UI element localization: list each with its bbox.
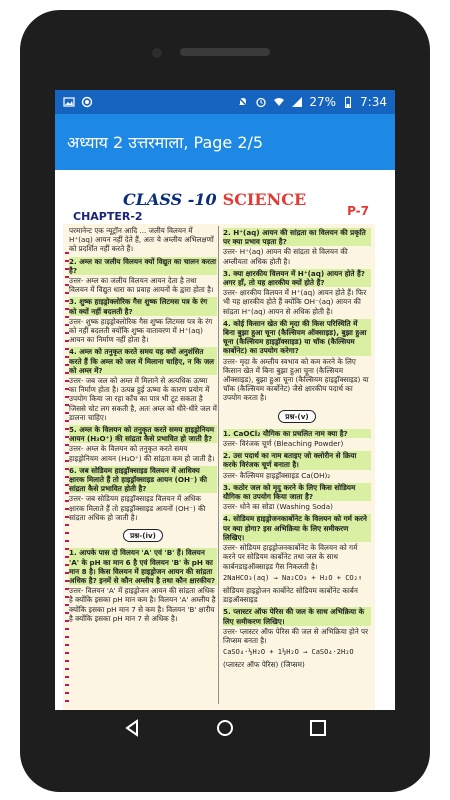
- equation-text: CaSO₄·½H₂O + 1½H₂O → CaSO₄·2H₂O: [223, 648, 354, 657]
- science-label: SCIENCE: [222, 190, 307, 209]
- right-column: [223, 226, 371, 704]
- mute-icon: [237, 96, 249, 108]
- class-title: CLASS -10 SCIENCE: [123, 190, 307, 209]
- circle-icon: [81, 96, 93, 108]
- answer-text: उत्तर- प्लास्टर ऑफ पेरिस की जल से अभिक्रिया होने पर जिप्सम बनता है।: [223, 626, 369, 645]
- chapter-label: CHAPTER-2: [73, 210, 143, 223]
- question-text: 1. आपके पास दो विलयन 'A' एवं 'B' हैं। विलयन 'A' के pH का मान 6 है एवं विलयन 'B' के pH का मान 8 है। किस विलयन में हाइड्रोजन आयन की सांद्रता अधिक है? इनमें से कौन अम्लीय है तथा कौन क्षारकीय?: [69, 548, 216, 585]
- answer-text: उत्तर- विरंजक चूर्ण (Bleaching Powder): [223, 439, 344, 449]
- question-text: 3. कठोर जल को मृदु करने के लिए किस सोडियम यौगिक का उपयोग किया जाता है?: [223, 483, 371, 501]
- screen: [55, 90, 395, 710]
- status-bar: [55, 90, 395, 114]
- page-header: [63, 182, 375, 224]
- front-camera: [152, 48, 162, 58]
- image-icon: [63, 96, 75, 108]
- back-icon[interactable]: [121, 717, 143, 739]
- page-tag: P-7: [347, 204, 369, 218]
- equation-text: 2NaHCO₃(aq) → Na₂CO₃ + H₂O + CO₂↑: [223, 573, 363, 582]
- home-icon[interactable]: [214, 717, 236, 739]
- alarm-icon: [255, 96, 267, 108]
- answer-text: उत्तर- जब सोडियम हाइड्रॉक्साइड विलयन में अधिक क्षारक मिलाते हैं तो हाइड्रॉक्साइड आयनों (OH⁻) की सांद्रता अधिक हो जाती है।: [69, 494, 206, 522]
- section-heading-wrap: [69, 525, 217, 546]
- answer-text: उत्तर- विलयन 'A' में हाइड्रोजन आयन की सांद्रता अधिक है क्योंकि इसका pH मान कम है। विलयन 'A' अम्लीय है क्योंकि इसका pH मान 7 से कम है। विलयन 'B' क्षारीय है क्योंकि इसका pH मान 7 से अधिक है।: [69, 586, 216, 623]
- answer-text: उत्तर- शुष्क हाइड्रोक्लोरिक गैस शुष्क लिटमस पत्र के रंग को नहीं बदलती क्योंकि शुष्क वातावरण में H⁺(aq) आयन का निर्माण नहीं होता है।: [69, 316, 213, 345]
- app-bar: [55, 114, 395, 170]
- answer-text: उत्तर- सोडियम हाइड्रोजनकार्बोनेट के विलयन को गर्म करने पर सोडियम कार्बोनेट तथा जल के साथ कार्बनडाइऑक्साइड गैस निकलती है।: [223, 543, 358, 571]
- question-text: 4. अम्ल को तनुकृत करते समय यह क्यों अनुशंसित करते हैं कि अम्ल को जल में मिलाना चाहिए, न कि जल को अम्ल में?: [69, 347, 217, 375]
- answer-text: उत्तर- क्षारकीय विलयन में H⁺(aq) आयन होते हैं। फिर भी यह क्षारकीय होते हैं क्योंकि OH⁻(aq) आयन की सांद्रता H⁺(aq) आयन से अधिक होती है।: [223, 288, 367, 316]
- answer-text: सोडियम हाइड्रोजन कार्बोनेट सोडियम कार्बोनेट कार्बन डाइऑक्साइड: [223, 585, 358, 605]
- question-text: 6. जब सोडियम हाइड्रॉक्साइड विलयन में आधिक्य क्षारक मिलाते हैं तो हाइड्रॉक्साइड आयन (OH⁻) की सांद्रता कैसे प्रभावित होती है?: [69, 466, 217, 494]
- question-text: 5. अम्ल के विलयन को तनुकृत करते समय हाइड्रोनियम आयन (H₃O⁺) की सांद्रता कैसे प्रभावित हो जाती है?: [69, 425, 217, 443]
- answer-text: उत्तर- H⁺(aq) आयन की सांद्रता से विलयन की अम्लीयता अधिक होती है।: [223, 247, 348, 266]
- wifi-icon: [273, 96, 285, 108]
- question-text: 2. उस पदार्थ का नाम बताइए जो क्लोरीन से क्रिया करके विरंजक चूर्ण बनाता है।: [223, 451, 371, 469]
- answer-text: उत्तर- कैल्सियम हाइड्रॉक्साइड Ca(OH)₂: [223, 470, 331, 480]
- answer-text: उत्तर- धोने का सोडा (Washing Soda): [223, 502, 333, 512]
- question-text: 2. अम्ल का जलीय विलयन क्यों विद्युत का चालन करता है?: [69, 256, 216, 275]
- question-text: 4. सोडियम हाइड्रोजनकार्बोनेट के विलयन को गर्म करने पर क्या होगा? इस अभिक्रिया के लिए समीकरण लिखिए।: [223, 514, 371, 542]
- answer-text: उत्तर- अम्ल का जलीय विलयन आयन देता है तथा विलयन में विद्युत धारा का प्रवाह आयनों के द्वारा होता है।: [69, 276, 214, 295]
- signal-icon: [291, 96, 303, 108]
- clock: 7:34: [360, 95, 387, 109]
- question-text: 3. शुष्क हाइड्रोक्लोरिक गैस शुष्क लिटमस पत्र के रंग को क्यों नहीं बदलती है?: [69, 297, 217, 315]
- battery-icon: [342, 96, 354, 108]
- answer-text: उत्तर- अम्ल के विलयन को तनुकृत करते समय हाइड्रोनियम आयन (H₃O⁺) की सांद्रता कम हो जाती है।: [69, 444, 215, 463]
- section-heading: प्रश्न-(iv): [123, 529, 163, 542]
- navigation-bar: [55, 710, 395, 746]
- column-divider: [218, 226, 219, 704]
- question-text: 5. प्लास्टर ऑफ पेरिस की जल के साथ अभिक्रिया के लिए समीकरण लिखिए।: [223, 607, 371, 625]
- question-text: 3. क्या क्षारकीय विलयन में H⁺(aq) आयन होते हैं? अगर हाँ, तो यह क्षारकीय क्यों होते हैं?: [223, 269, 371, 287]
- battery-percent: 27%: [309, 95, 337, 109]
- earpiece-speaker: [180, 48, 270, 56]
- answer-text: उत्तर- जब जल को अम्ल में मिलाने से अत्यधिक ऊष्मा का निर्माण होता है। उत्पन्न हुई ऊष्मा के कारण प्रयोग में उपयोग किया जा रहा काँच का पात्र भी टूट सकता है जिससे चोट लग सकती है, अतः अम्ल को धीरे-धीरे जल में डालना चाहिए।: [69, 376, 217, 422]
- answer-text: (प्लास्टर ऑफ पेरिस) (जिप्सम): [223, 660, 305, 670]
- question-text: 2. H⁺(aq) आयन की सांद्रता का विलयन की प्रकृति पर क्या प्रभाव पड़ता है?: [223, 228, 371, 246]
- section-heading-wrap: [223, 406, 371, 427]
- page-title: अध्याय 2 उत्तरमाला, Page 2/5: [67, 133, 264, 152]
- question-text: 4. कोई किसान खेत की मृदा की किस परिस्थिति में बिना बुझा हुआ चूना (कैल्सियम ऑक्साइड), बुझा हुआ चूना (कैल्सियम हाइड्रॉक्साइड) या चॉक (कैल्सियम कार्बोनेट) का उपयोग करेगा?: [223, 319, 371, 356]
- answer-text: परमानेन्ट एक न्यूट्रॉन आदि ... जलीय विलयन में H⁺(aq) आयन नहीं देते हैं, अतः ये अम्लीय अभिलक्षणों को प्रदर्शित नहीं करते हैं।: [69, 226, 214, 254]
- left-column: [69, 226, 217, 704]
- answer-text: उत्तर- मृदा के अम्लीय स्वभाव को कम करने के लिए किसान खेत में बिना बुझा हुआ चूना (कैल्सियम ऑक्साइड), बुझा हुआ चूना (कैल्सियम हाइड्रॉक्साइड) या चॉक (कैल्सियम कार्बोनेट) जैसे क्षारकीय पदार्थ का उपयोग करता है।: [223, 356, 369, 403]
- scanned-page[interactable]: [63, 182, 375, 710]
- recent-apps-icon[interactable]: [307, 717, 329, 739]
- question-text: 1. CaOCl₂ यौगिक का प्रचलित नाम क्या है?: [223, 429, 371, 438]
- section-heading: प्रश्न-(v): [278, 410, 315, 423]
